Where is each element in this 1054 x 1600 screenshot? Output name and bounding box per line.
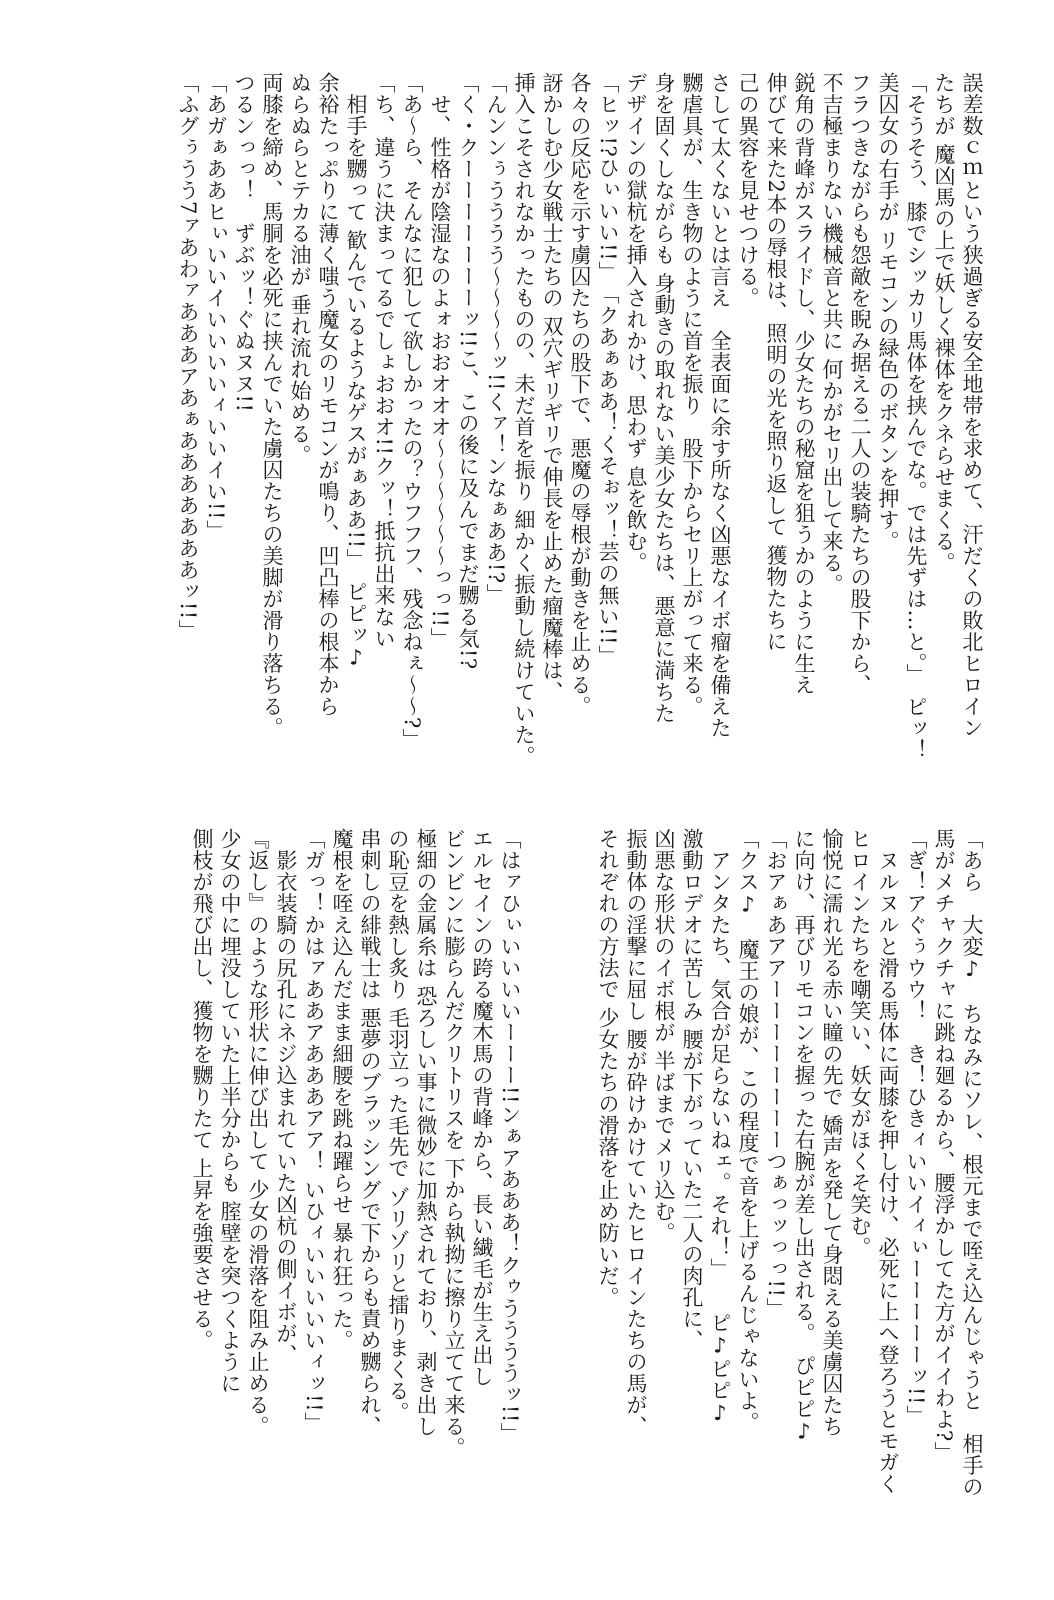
text-line: 激動ロデオに苦しみ 腰が下がっていた二人の肉孔に、 xyxy=(680,828,704,1352)
text-line: 身を固くしながらも 身動きの取れない美少女たちは、悪意に満ちた xyxy=(652,72,676,725)
text-line: 挿入こそされなかったものの、未だ首を振り 細かく振動し続けていた。 xyxy=(512,72,536,768)
text-line: 「そうそう、膝でシッカリ馬体を挟んでな。では先ずは…と。」 ピッ！ xyxy=(904,72,928,761)
text-line: 「クス♪ 魔王の娘が、この程度で音を上げるんじゃないよ。 xyxy=(736,828,760,1433)
text-line: 美囚女の右手が リモコンの緑色のボタンを押す。 xyxy=(876,72,900,553)
text-line: 両膝を締め、馬胴を必死に挟んでいた虜囚たちの美脚が滑り落ちる。 xyxy=(260,72,284,739)
text-line: 「ち、違うに決まってるでしょおおオ!!クッ！抵抗出来ない xyxy=(372,72,396,649)
text-line: 「ガっ！かはァああアあああアア！ いひィいいいいいィッ!!」 xyxy=(302,828,326,1434)
text-line: 「ぎ！アぐぅウウ！ き！ひきィいいイィぃーーーーーッ!!」 xyxy=(904,828,928,1427)
text-line: 「ヒッ!?ひぃいい!!」 「クあぁああ！くそぉッ！芸の無い!!」 xyxy=(596,72,620,667)
text-line: フラつきながらも怨敵を睨み据える二人の装騎たちの股下から、 xyxy=(848,72,872,696)
text-line: 「あら 大変♪ ちなみにソレ、根元まで咥え込んじゃうと 相手の xyxy=(960,828,984,1498)
text-line: 串刺しの緋戦士は 悪夢のブラッシングで下からも責め嬲られ、 xyxy=(358,828,382,1438)
text-line: さして太くないとは言え 全表面に余す所なく凶悪なイボ瘤を備えた xyxy=(708,72,732,739)
text-line: の恥豆を熱し炙り 毛羽立った毛先で ゾリゾリと擂りまくる。 xyxy=(386,828,410,1423)
text-line: デザインの獄杭を挿入されかけ、思わず 息を飲む。 xyxy=(624,72,648,574)
text-line: 『返し』のような形状に伸び出して 少女の滑落を阻み止める。 xyxy=(246,828,270,1438)
text-line: 誤差数ｃｍという狭過ぎる安全地帯を求めて、汗だくの敗北ヒロイン xyxy=(960,72,984,739)
text-line: 鋭角の背峰がスライドし、少女たちの秘窟を狙うかのように生え xyxy=(792,72,816,696)
text-line: 「あガぁああヒぃいいイいいいいィいいイい!!」 xyxy=(204,72,228,542)
text-line: 各々の反応を示す虜囚たちの股下で、悪魔の辱根が動きを止める。 xyxy=(568,72,592,717)
text-line: 少女の中に埋没していた上半分からも 腟壁を突つくように xyxy=(218,828,242,1395)
text-line: エルセインの跨る魔木馬の背峰から、長い繊毛が生え出し xyxy=(470,828,494,1387)
top-text-block xyxy=(66,72,986,772)
text-line: 余裕たっぷりに薄く嗤う魔女のリモコンが鳴り、凹凸棒の根本から xyxy=(316,72,340,717)
text-line: ぬらぬらとテカる油が 垂れ流れ始める。 xyxy=(288,72,312,467)
bottom-left-text-block xyxy=(74,828,524,1508)
text-line: 愉悦に濡れ光る赤い瞳の先で 嬌声を発して身悶える美虜囚たち xyxy=(820,828,844,1438)
text-line: 「く・クーーーーーーーッ!!こ、この後に及んでまだ嬲る気!? xyxy=(456,72,480,670)
text-line: 嬲虐具が、生き物のように首を振り 股下からセリ上がって来る。 xyxy=(680,72,704,717)
text-line: 馬がメチャクチャに跳ね廻るから、腰浮かしてた方がイイわよ?」 xyxy=(932,828,956,1464)
text-line: 側枝が飛び出し、獲物を嬲りたて 上昇を強要させる。 xyxy=(190,828,214,1352)
text-line: 魔根を咥え込んだまま細腰を跳ね躍らせ 暴れ狂った。 xyxy=(330,828,354,1352)
text-line: 「んンンぅうううう～～～～ッ!!くァ！ンなぁああ!?」 xyxy=(484,72,508,606)
text-line: 伸びて来た2本の辱根は、照明の光を照り返して 獲物たちに xyxy=(764,72,788,653)
text-line: 影衣装騎の尻孔にネジ込まれていた凶杭の側イボが、 xyxy=(274,828,298,1366)
text-line: たちが 魔凶馬の上で妖しく裸体をクネらせまくる。 xyxy=(932,72,956,574)
text-line: 「あ～ら、そんなに犯して欲しかったの？ウフフフ、残念ねぇ～～?」 xyxy=(400,72,424,751)
text-line: ヒロインたちを嘲笑い、妖女がほくそ笑む。 xyxy=(848,828,872,1258)
bottom-right-text-block xyxy=(506,828,986,1508)
text-line: に向け、再びリモコンを握った右腕が差し出される。 ぴピピ♪ xyxy=(792,828,816,1444)
text-line: せ、性格が陰湿なのよォおおオオオ～～～～～～っっ!!」 xyxy=(428,72,452,649)
text-line: 「おアぁあアアーーーーーーーーつぁっッっっ!!」 xyxy=(764,828,788,1319)
text-line: つるンっっ！ ずぶッ！ぐぬヌヌ!! xyxy=(232,72,256,413)
text-line: 訝かしむ少女戦士たちの 双穴ギリギリで伸長を止めた瘤魔棒は、 xyxy=(540,72,564,703)
text-line: 不吉極まりない機械音と共に 何かがセリ出して来る。 xyxy=(820,72,844,596)
text-line: それぞれの方法で 少女たちの滑落を止め防いだ。 xyxy=(596,828,620,1309)
text-line: 「はァひぃいいいいーーー!!ンぁアあああ！クゥううううッ!!」 xyxy=(498,828,522,1445)
text-line: 極細の金属糸は 恐ろしい事に微妙に加熱されており、剥き出し xyxy=(414,828,438,1438)
text-line: 凶悪な形状のイボ根が 半ばまでメリ込む。 xyxy=(652,828,676,1244)
text-line: 「ふグぅうう7ァあわァあああアあぁあああああああッ!!」 xyxy=(176,72,200,642)
text-line: 振動体の淫撃に屈し 腰が砕けかけていたヒロインたちの馬が、 xyxy=(624,828,648,1438)
text-line: ビンビンに膨らんだクリトリスを 下から執拗に擦り立てて来る。 xyxy=(442,828,466,1459)
text-line: アンタたち、気合が足らないねェ。それ！」 ピ♪ピピ♪ xyxy=(708,828,732,1426)
text-line: ヌルヌルと滑る馬体に両膝を押し付け、必死に上へ登ろうとモガく xyxy=(876,828,900,1495)
text-line: 己の異容を見せつける。 xyxy=(736,72,760,309)
text-line: 相手を嬲って 歓んでいるようなゲスがぁああ!!」 ピピッ♪ xyxy=(344,72,368,671)
